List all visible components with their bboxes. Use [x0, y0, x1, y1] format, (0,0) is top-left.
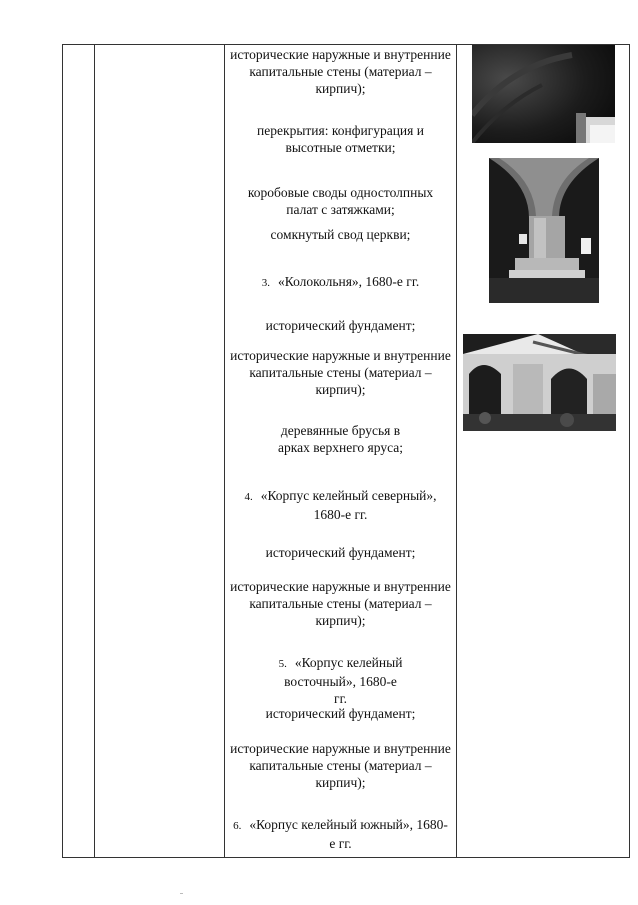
- pillar-vault-photo: [489, 158, 599, 303]
- list-item: исторический фундамент;: [265, 545, 416, 560]
- subject-column: [225, 45, 457, 858]
- number-column: [63, 45, 95, 858]
- vault-interior-photo: [472, 45, 615, 143]
- photo-column: [457, 45, 630, 858]
- list-item: исторический фундамент;: [265, 318, 416, 333]
- list-item: деревянные брусья в арках верхнего яруса;: [278, 423, 403, 455]
- section-heading: 5. «Корпус келейный восточный», 1680-е гг.: [278, 655, 403, 706]
- list-item: перекрытия: конфигурация и высотные отметки;: [257, 123, 424, 155]
- list-item: исторические наружные и внутренние капитальные стены (материал – кирпич);: [230, 579, 451, 628]
- list-item: исторический фундамент;: [265, 706, 416, 721]
- list-item: коробовые своды одностолпных палат с затяжками;: [247, 185, 434, 217]
- bell-tower-arches-photo: [463, 334, 616, 431]
- monument-table: [62, 44, 630, 858]
- list-item: исторические наружные и внутренние капитальные стены (материал – кирпич);: [230, 348, 451, 397]
- section-heading: 3. «Колокольня», 1680-е гг.: [261, 274, 420, 289]
- section-heading: 4. «Корпус келейный северный», 1680-е гг.: [244, 488, 437, 522]
- name-column: [95, 45, 225, 858]
- list-item: сомкнутый свод церкви;: [270, 227, 411, 242]
- table-row: [63, 45, 630, 858]
- list-item: исторические наружные и внутренние капитальные стены (материал – кирпич);: [230, 741, 451, 790]
- scan-speck: [180, 893, 183, 894]
- section-heading: 6. «Корпус келейный южный», 1680-е гг.: [233, 817, 448, 851]
- list-item: исторические наружные и внутренние капитальные стены (материал – кирпич);: [230, 47, 451, 96]
